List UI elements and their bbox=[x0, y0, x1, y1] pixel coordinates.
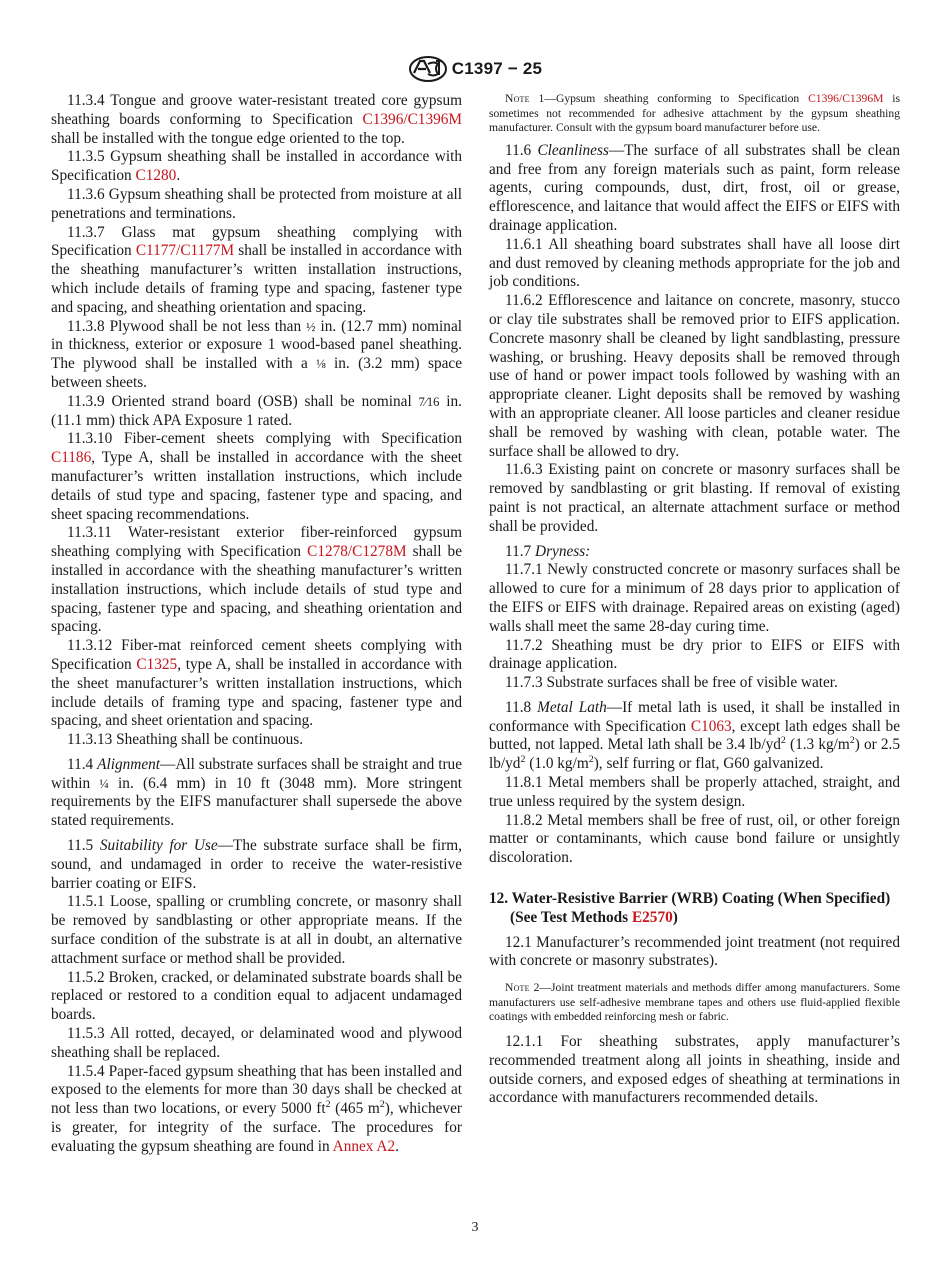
section-11-3-11: 11.3.11 Water-resistant exterior fiber-reinforced gypsum sheathing complying with Specification C1278/C1278M shall be installed in accordance with the sheathing manufacturer’s written installation instructions, which include details of stud type and spacing, fastener type and spacing, and sheathing orientation and spacing. bbox=[51, 524, 462, 636]
section-11-3-6: 11.3.6 Gypsum sheathing shall be protected from moisture at all penetrations and terminations. bbox=[51, 185, 462, 222]
section-11-3-13: 11.3.13 Sheathing shall be continuous. bbox=[67, 731, 304, 749]
link-annex-a2[interactable]: Annex A2 bbox=[332, 1137, 396, 1155]
section-11-7: 11.7 Dryness: bbox=[505, 542, 591, 560]
section-11-5: 11.5 Suitability for Use—The substrate surface shall be firm, sound, and undamaged in order to receive the water-resistive barrier coating or EIFS. bbox=[51, 837, 462, 892]
link-c1325[interactable]: C1325 bbox=[136, 655, 178, 673]
link-c1177[interactable]: C1177/C1177M bbox=[135, 242, 235, 260]
section-11-3-12: 11.3.12 Fiber-mat reinforced cement sheets complying with Specification C1325, type A, shall be installed in accordance with the sheet manufacturer’s written installation instructions, which include details of framing type and spacing, fastener type and spacing, and sheet orientation and spacing. bbox=[51, 637, 462, 730]
section-11-3-7: 11.3.7 Glass mat gypsum sheathing complying with Specification C1177/C1177M shall be installed in accordance with the sheathing manufacturer’s written installation instructions, which include details of framing type and spacing, fastener type and spacing, and sheathing orientation and spacing. bbox=[51, 223, 462, 316]
section-11-4: 11.4 Alignment—All substrate surfaces shall be straight and true within ¼ in. (6.4 mm) in 10 ft (3048 mm). More stringent requirements by the EIFS manufacturer shall supersede the above stated requirements. bbox=[51, 755, 462, 830]
section-11-5-1: 11.5.1 Loose, spalling or crumbling concrete, or masonry shall be removed by sandblasting or other appropriate means. If the surface condition of the substrate is at all in doubt, an alternative attachment surface or method shall be provided. bbox=[51, 893, 462, 967]
link-c1278[interactable]: C1278/C1278M bbox=[307, 543, 407, 561]
astm-logo-icon bbox=[408, 55, 448, 83]
section-11-8: 11.8 Metal Lath—If metal lath is used, it shall be installed in conformance with Specification C1063, except lath edges shall be butted, not lapped. Metal lath shall be 3.4 $lb/yd^2$ (1.3 $kg/m^2$) or 2.5 $lb/yd^2$ (1.0 $kg/m^2$), self furring or flat, G60 galvanized. bbox=[489, 698, 901, 773]
section-12-1-1: 12.1.1 For sheathing substrates, apply manufacturer’s recommended treatment along all joints in sheathing, inside and outside corners, and exposed edges of sheathing at terminations in accordance with manufacturers recommended details. bbox=[489, 1033, 900, 1107]
section-11-3-10: 11.3.10 Fiber-cement sheets complying with Specification C1186, Type A, shall be installed in accordance with the sheet manufacturer’s written installation instructions, which include details of stud type and spacing, fastener type and spacing, and sheet spacing recommendations. bbox=[51, 430, 462, 523]
section-11-6: 11.6 Cleanliness—The surface of all substrates shall be clean and free from any foreign materials such as paint, form release agents, curing compounds, dust, dirt, frost, oil or grease, efflorescence, and laitance that would affect the EIFS or EIFS with drainage application. bbox=[489, 141, 900, 234]
section-11-7-2: 11.7.2 Sheathing must be dry prior to EIFS or EIFS with drainage application. bbox=[489, 636, 900, 673]
note-1: Note 1—Gypsum sheathing conforming to Specification C1396/C1396M is sometimes not recommended for adhesive attachment by the gypsum sheathing manufacturer. Consult with the gypsum board manufacturer before use. bbox=[489, 92, 900, 135]
note-2: Note 2—Joint treatment materials and methods differ among manufacturers. Some manufacturers use self-adhesive membrane tapes and others use fluid-applied flexible coatings with embedded reinforcing mesh or fabric. bbox=[489, 981, 900, 1024]
link-e2570[interactable]: E2570 bbox=[631, 908, 673, 926]
section-11-5-4: 11.5.4 Paper-faced gypsum sheathing that has been installed and exposed to the elements for more than 30 days shall be checked at not less than two locations, or every 5000 $ft^2$ (465 $m^2$), whichever is greater, for integrity of the surface. The procedures for evaluating the gypsum sheathing are found in Annex A2. bbox=[51, 1062, 462, 1155]
section-11-6-1: 11.6.1 All sheathing board substrates shall have all loose dirt and dust removed by cleaning methods appropriate for the job and job conditions. bbox=[489, 235, 900, 291]
link-c1063[interactable]: C1063 bbox=[690, 717, 732, 735]
page-header bbox=[0, 54, 950, 84]
left-column bbox=[51, 92, 462, 1157]
link-c1186[interactable]: C1186 bbox=[51, 449, 92, 467]
section-11-6-2: 11.6.2 Efflorescence and laitance on concrete, masonry, stucco or clay tile substrates shall be removed prior to EIFS application. Concrete masonry shall be cleaned by light sandblasting, pressure washing, or brushing. Heavy deposits shall be removed through use of hand or power impact tools followed by washing with an appropriate cleaner. Light deposits shall be removed by washing with an appropriate cleaner. All loose particles and cleaner residue shall be removed by washing with clean, potable water. The surface shall be allowed to dry. bbox=[489, 292, 900, 460]
section-11-8-1: 11.8.1 Metal members shall be properly attached, straight, and true unless required by the system design. bbox=[489, 774, 900, 810]
link-c1396-note[interactable]: C1396/C1396M bbox=[808, 92, 884, 105]
section-11-7-1: 11.7.1 Newly constructed concrete or masonry surfaces shall be allowed to cure for a minimum of 28 days prior to application of the EIFS or EIFS with drainage. Repaired areas on existing (aged) walls shall meet the same 28-day curing time. bbox=[489, 561, 900, 635]
link-c1280[interactable]: C1280 bbox=[135, 167, 177, 185]
right-column bbox=[489, 92, 900, 1108]
document-designation: C1397 − 25 bbox=[451, 59, 543, 78]
section-12-1: 12.1 Manufacturer’s recommended joint treatment (not required with concrete or masonry substrates). bbox=[489, 933, 900, 970]
page-number: 3 bbox=[471, 1220, 479, 1235]
section-11-3-9: 11.3.9 Oriented strand board (OSB) shall be nominal 7⁄16 in. (11.1 mm) thick APA Exposure 1 rated. bbox=[51, 392, 463, 429]
section-11-7-3: 11.7.3 Substrate surfaces shall be free of visible water. bbox=[505, 674, 838, 692]
section-11-5-3: 11.5.3 All rotted, decayed, or delaminated wood and plywood sheathing shall be replaced. bbox=[51, 1025, 462, 1061]
section-11-5-2: 11.5.2 Broken, cracked, or delaminated substrate boards shall be replaced or restored to a condition equal to adjacent undamaged boards. bbox=[51, 968, 462, 1024]
section-12-heading: 12. Water-Resistive Barrier (WRB) Coating (When Specified) (See Test Methods E2570) bbox=[489, 890, 891, 926]
section-11-3-5: 11.3.5 Gypsum sheathing shall be installed in accordance with Specification C1280. bbox=[51, 148, 462, 185]
section-11-3-8: 11.3.8 Plywood shall be not less than ½ in. (12.7 mm) nominal in thickness, exterior or exposure 1 wood-based panel sheathing. The plywood shall be installed with a ⅛ in. (3.2 mm) space between sheets. bbox=[51, 317, 462, 391]
section-11-3-4: 11.3.4 Tongue and groove water-resistant treated core gypsum sheathing boards conforming to Specification C1396/C1396M shall be installed with the tongue edge oriented to the top. bbox=[51, 92, 462, 147]
section-11-8-2: 11.8.2 Metal members shall be free of rust, oil, or other foreign matter or contaminants, which cause bond failure or unsightly discoloration. bbox=[489, 811, 900, 867]
section-11-6-3: 11.6.3 Existing paint on concrete or masonry surfaces shall be removed by sandblasting or grit blasting. If removal of existing paint is not practical, an alternate attachment surface or method shall be provided. bbox=[489, 461, 900, 535]
link-c1396[interactable]: C1396/C1396M bbox=[362, 110, 462, 128]
